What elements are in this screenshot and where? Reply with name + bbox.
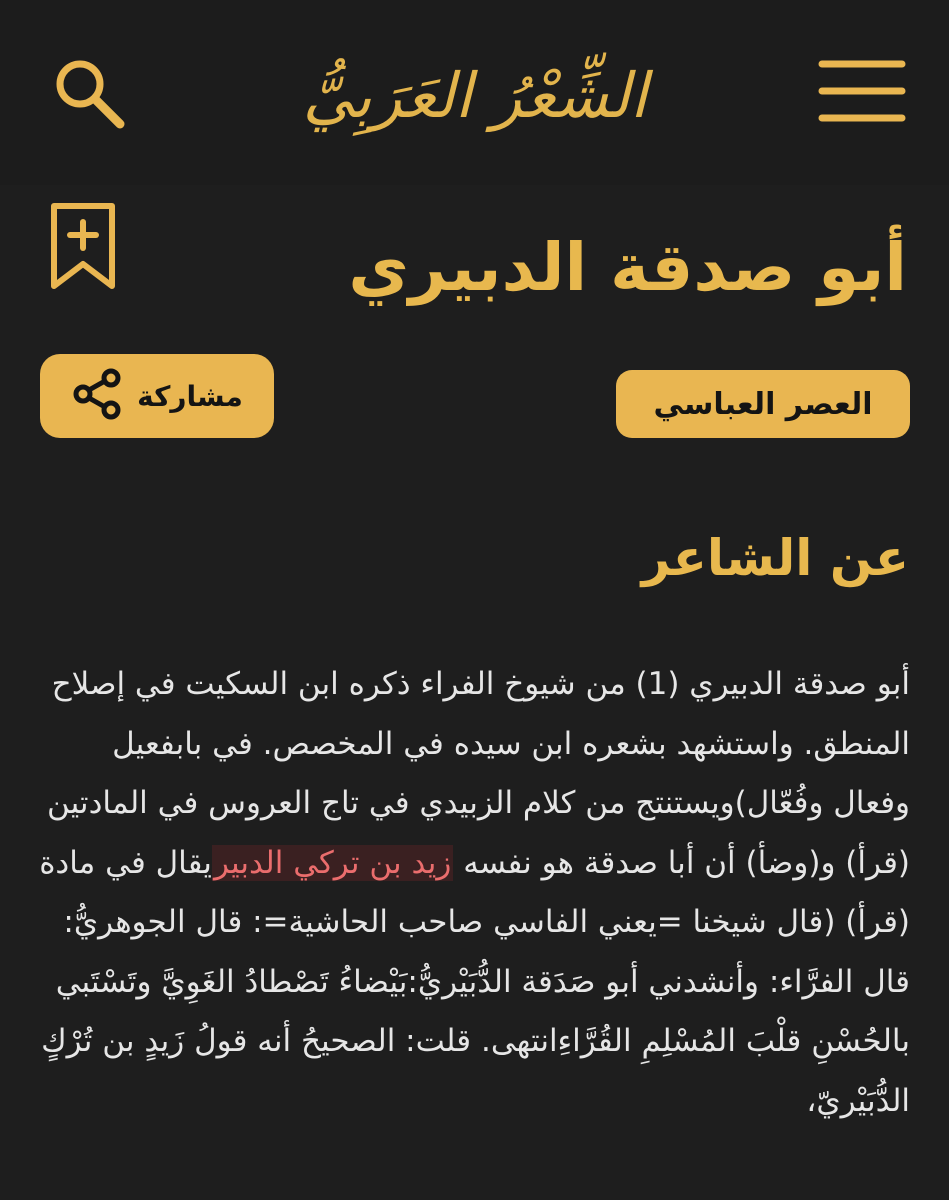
search-icon[interactable] (48, 52, 128, 132)
poet-biography (30, 655, 910, 1131)
section-title-about: عن الشاعر (641, 529, 909, 587)
app-logo[interactable]: الشِّعْرُ العَرَبِيُّ (302, 58, 648, 132)
bookmark-add-icon[interactable] (48, 200, 118, 292)
bio-text-continued: يقال في مادة (قرأ) (قال شيخنا =يعني الفاسي صاحب الحاشية=: قال الجوهريُّ: قال الفرَّاء: وأنشدني أبو صَدَقة الدُّبَيْريُّ:بَيْضاءُ تَصْطادُ الغَوِيَّ وتَسْتَبي بالحُسْنِ قلْبَ المُسْلِمِ القُرَّاءِانتهى. قلت: الصحيحُ أنه قولُ زَيدٍ بن تُرْكٍ الدُّبَيْريّ، (39, 844, 910, 1119)
bio-text: أبو صدقة الدبيري (1) من شيوخ الفراء ذكره ابن السكيت في إصلاح المنطق. واستشهد بشعره ابن سيده في المخصص. في بابفعيل وفعال وفُعّال)ويستنتج من كلام الزبيدي في تاج العروس في المادتين (قرأ) و(وضأ) أن أبا صدقة هو نفسه (46, 666, 910, 881)
era-badge[interactable]: العصر العباسي (616, 370, 910, 438)
highlighted-name: زيد بن تركي الدبير (213, 844, 452, 881)
share-label: مشاركة (137, 379, 243, 413)
hamburger-menu-icon[interactable] (818, 58, 906, 124)
share-button[interactable] (40, 354, 274, 438)
app-header (0, 0, 949, 185)
poet-name: أبو صدقة الدبيري (348, 229, 907, 306)
share-icon (71, 368, 123, 424)
